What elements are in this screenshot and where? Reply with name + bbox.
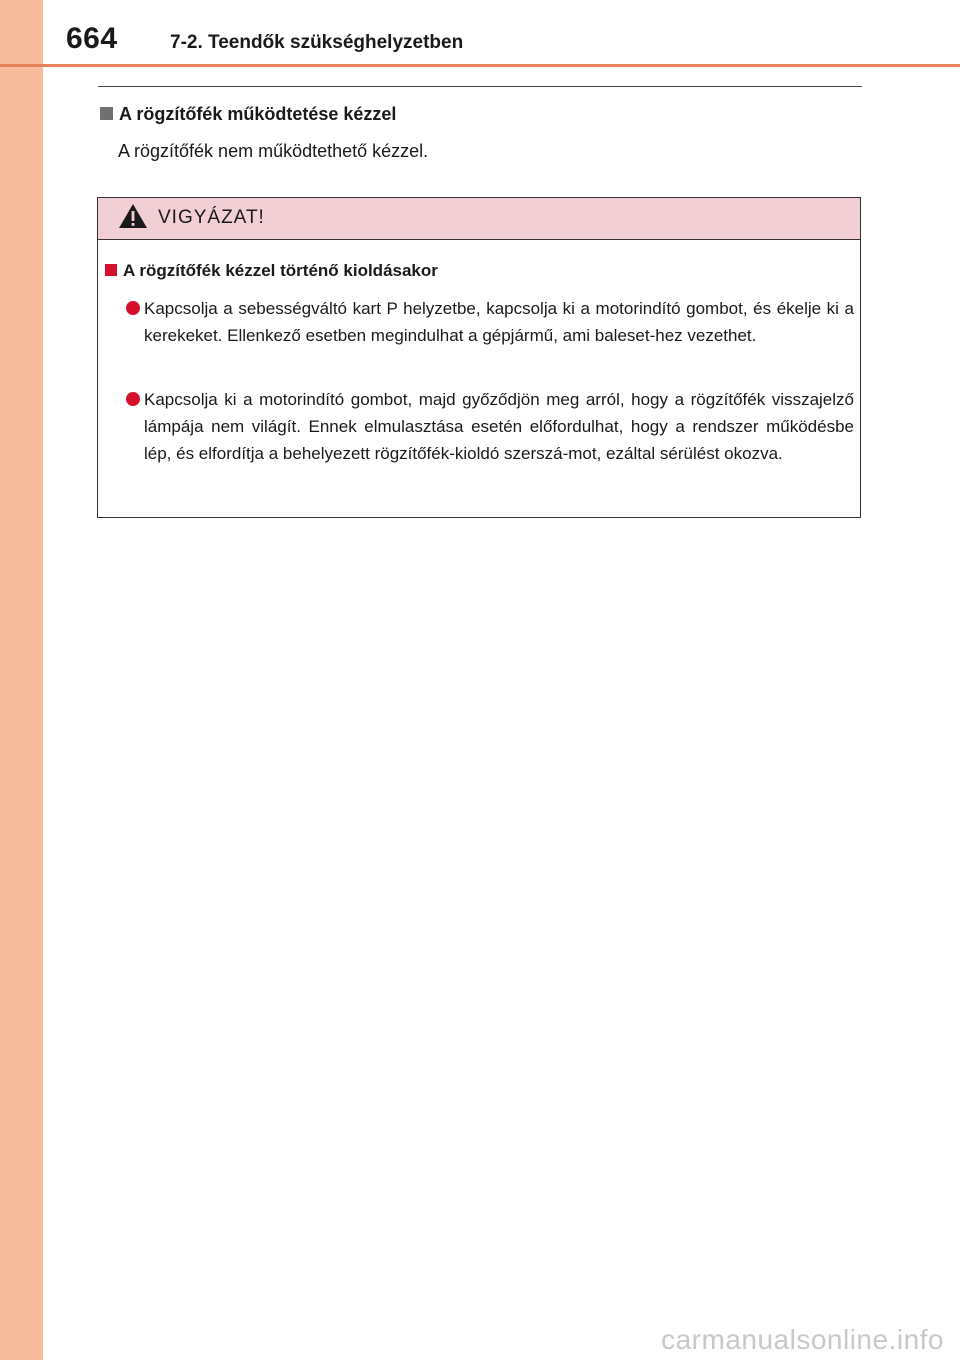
warning-item-text: Kapcsolja ki a motorindító gombot, majd győződjön meg arról, hogy a rögzítőfék visszajelző lámpája nem világít. Ennek elmulasztása esetén előfordulhat, hogy a rendszer működésbe lép, és elfordítja a behelyezett rögzítőfék-kioldó szerszá-mot, ezáltal sérülést okozva.	[144, 390, 854, 463]
section-body-text: A rögzítőfék nem működtethető kézzel.	[118, 141, 429, 161]
side-color-band	[0, 0, 43, 1360]
warning-title: VIGYÁZAT!	[158, 207, 265, 228]
section-title: 7-2. Teendők szükséghelyzetben	[170, 32, 464, 53]
red-square-bullet-icon	[105, 264, 117, 276]
content-top-rule	[98, 86, 862, 87]
warning-subheading	[105, 261, 438, 281]
warning-box	[97, 197, 861, 518]
red-dot-bullet-icon	[126, 301, 140, 315]
warning-subheading-text: A rögzítőfék kézzel történő kioldásakor	[123, 261, 438, 280]
section-heading	[100, 104, 396, 125]
section-heading-text: A rögzítőfék működtetése kézzel	[119, 104, 397, 124]
page-number: 664	[66, 22, 118, 55]
red-dot-bullet-icon	[126, 392, 140, 406]
watermark: carmanualsonline.info	[661, 1324, 944, 1355]
warning-header	[98, 198, 860, 240]
warning-triangle-icon	[118, 202, 148, 230]
warning-list-item	[126, 295, 854, 349]
square-bullet-icon	[100, 107, 113, 120]
warning-list-item	[126, 386, 854, 467]
warning-item-text: Kapcsolja a sebességváltó kart P helyzetbe, kapcsolja ki a motorindító gombot, és ékelje ki a kerekeket. Ellenkező esetben megindulhat a gépjármű, ami baleset-hez vezethet.	[144, 299, 854, 345]
header-rule	[0, 64, 960, 67]
page-header	[0, 0, 960, 68]
